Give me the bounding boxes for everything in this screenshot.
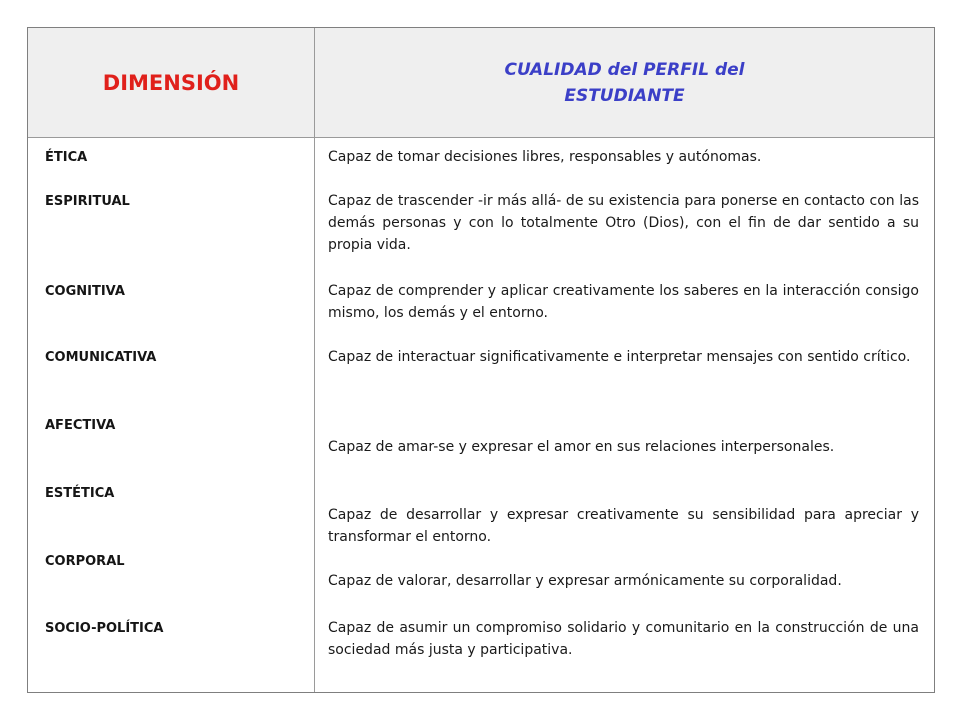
description-etica: Capaz de tomar decisiones libres, responsables y autónomas.: [328, 149, 762, 165]
description-corporal: Capaz de valorar, desarrollar y expresar armónicamente su corporalidad.: [328, 573, 842, 589]
description-afectiva: Capaz de amar-se y expresar el amor en sus relaciones interpersonales.: [328, 439, 835, 455]
dimension-estetica: ESTÉTICA: [45, 486, 115, 501]
quality-header-line1: CUALIDAD del PERFIL del: [504, 60, 745, 80]
dimension-etica: ÉTICA: [45, 150, 88, 165]
dimension-comunicativa: COMUNICATIVA: [45, 350, 157, 365]
quality-header-line2: ESTUDIANTE: [564, 86, 685, 106]
dimension-socio-politica: SOCIO-POLÍTICA: [45, 621, 164, 636]
description-cognitiva: Capaz de comprender y aplicar creativamente los saberes en la interacción consigo mismo, los demás y el entorno.: [328, 283, 919, 321]
description-comunicativa: Capaz de interactuar significativamente e interpretar mensajes con sentido crítico.: [328, 349, 911, 365]
profile-table: [27, 27, 935, 693]
description-espiritual: Capaz de trascender -ir más allá- de su existencia para ponerse en contacto con las demás personas y con lo totalmente Otro (Dios), con el fin de dar sentido a su propia vida.: [328, 193, 919, 253]
dimension-cognitiva: COGNITIVA: [45, 284, 125, 299]
description-socio-politica: Capaz de asumir un compromiso solidario y comunitario en la construcción de una sociedad más justa y participativa.: [328, 620, 919, 658]
dimension-espiritual: ESPIRITUAL: [45, 194, 130, 209]
dimension-column-header: DIMENSIÓN: [102, 71, 240, 95]
quality-column-header: [315, 28, 934, 138]
dimension-corporal: CORPORAL: [45, 554, 125, 569]
description-estetica: Capaz de desarrollar y expresar creativamente su sensibilidad para apreciar y transformar el entorno.: [328, 507, 919, 545]
dimension-afectiva: AFECTIVA: [45, 418, 116, 433]
